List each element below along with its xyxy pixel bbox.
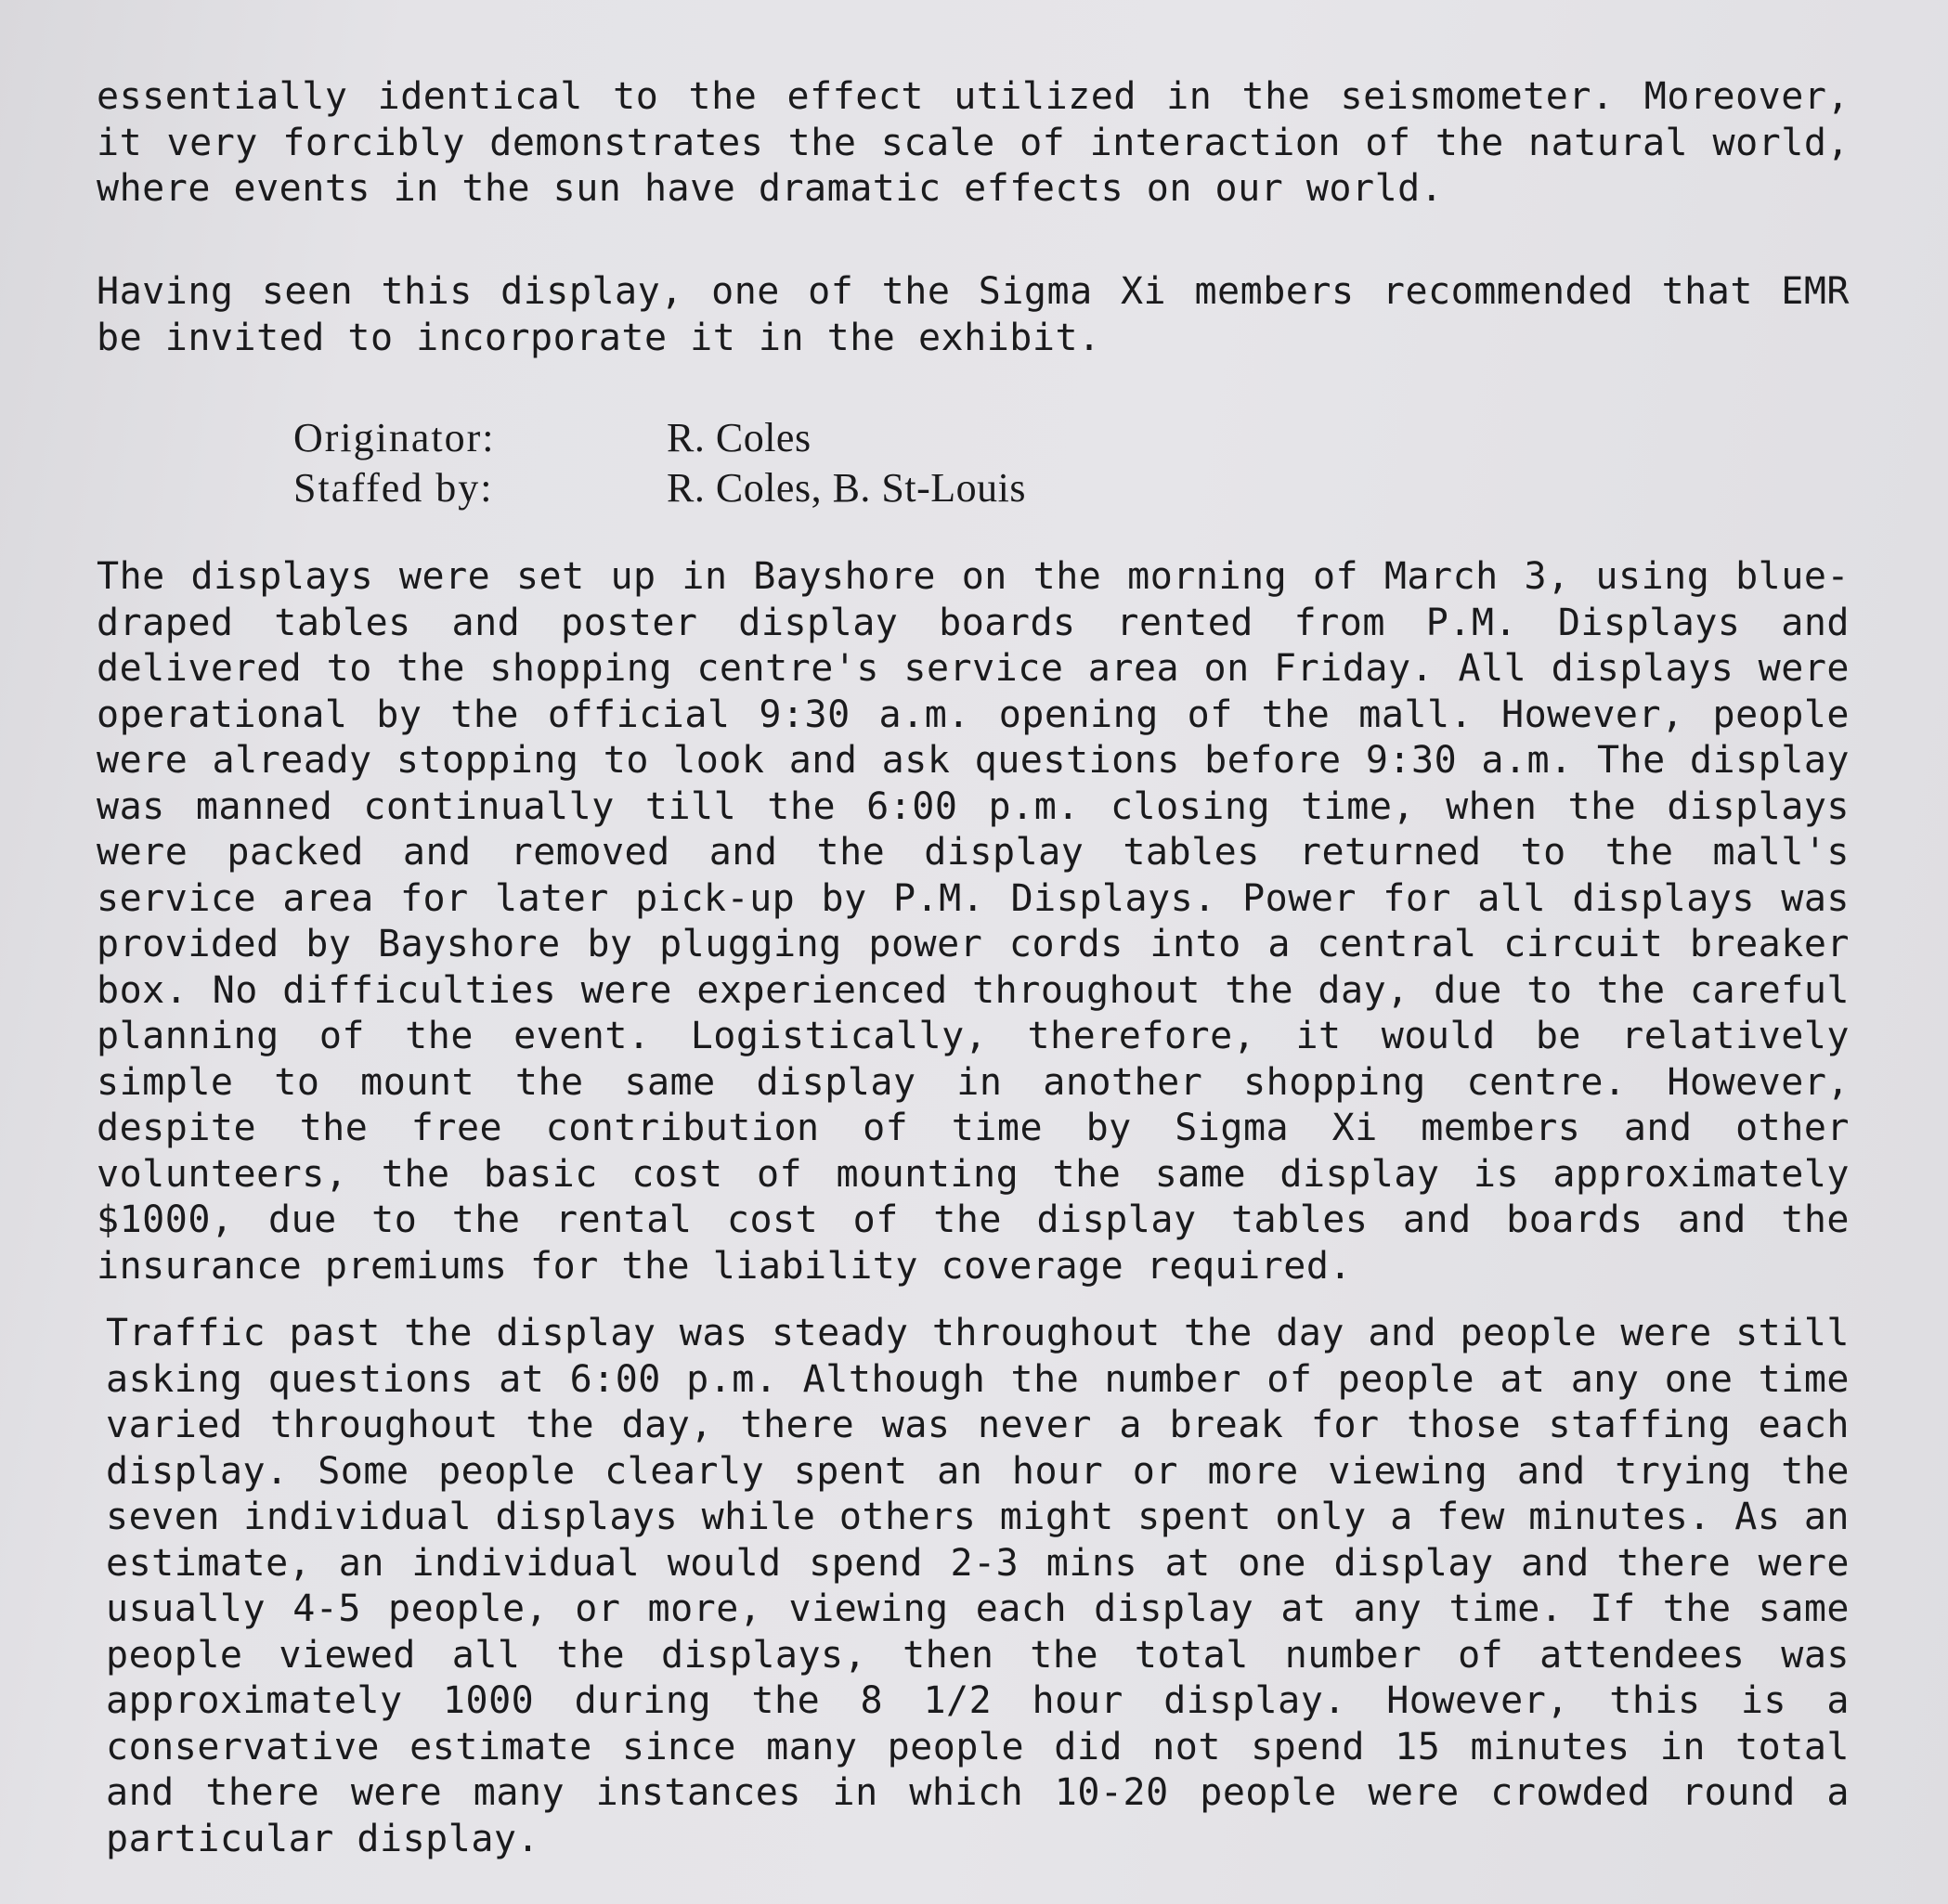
originator-label: Originator: (293, 415, 496, 460)
originator-value: R. Coles (667, 415, 812, 460)
credit-row-originator (293, 413, 1026, 463)
staffed-label: Staffed by: (293, 465, 494, 511)
paragraph-traffic: Traffic past the display was steady throughout the day and people were still asking questions at 6:00 p.m. Although the number of people at any one time varied throughout the day, there was never a break for those staffing each display. Some people clearly spent an hour or more viewing and trying the seven individual displays while others might spent only a few minutes. As an estimate, an individual would spend 2-3 mins at one display and there were usually 4-5 people, or more, viewing each display at any time. If the same people viewed all the displays, then the total number of attendees was approximately 1000 during the 8 1/2 hour display. However, this is a conservative estimate since many people did not spend 15 minutes in total and there were many instances in which 10-20 people were crowded round a particular display. (106, 1312, 1850, 1860)
staffed-value: R. Coles, B. St-Louis (667, 465, 1026, 511)
credits-block (293, 413, 1026, 513)
credit-row-staffed (293, 463, 1026, 513)
paragraph-logistics: The displays were set up in Bayshore on the morning of March 3, using blue-draped tables and poster display boards rented from P.M. Displays and delivered to the shopping centre's service area on Friday. All displays were operational by the official 9:30 a.m. opening of the mall. However, people were already stopping to look and ask questions before 9:30 a.m. The display was manned continually till the 6:00 p.m. closing time, when the displays were packed and removed and the display tables returned to the mall's service area for later pick-up by P.M. Displays. Power for all displays was provided by Bayshore by plugging power cords into a central circuit breaker box. No difficulties were experienced throughout the day, due to the careful planning of the event. Logistically, therefore, it would be relatively simple to mount the same display in another shopping centre. However, despite the free contribution of time by Sigma Xi members and other volunteers, the basic cost of mounting the same display is approximately $1000, due to the rental cost of the display tables and boards and the insurance premiums for the liability coverage required. (97, 555, 1850, 1288)
paragraph-recommendation: Having seen this display, one of the Sigma Xi members recommended that EMR be invited to incorporate it in the exhibit. (97, 270, 1850, 359)
paragraph-seismometer: essentially identical to the effect utilized in the seismometer. Moreover, it very forcibly demonstrates the scale of interaction of the natural world, where events in the sun have dramatic effects on our world. (97, 75, 1850, 210)
